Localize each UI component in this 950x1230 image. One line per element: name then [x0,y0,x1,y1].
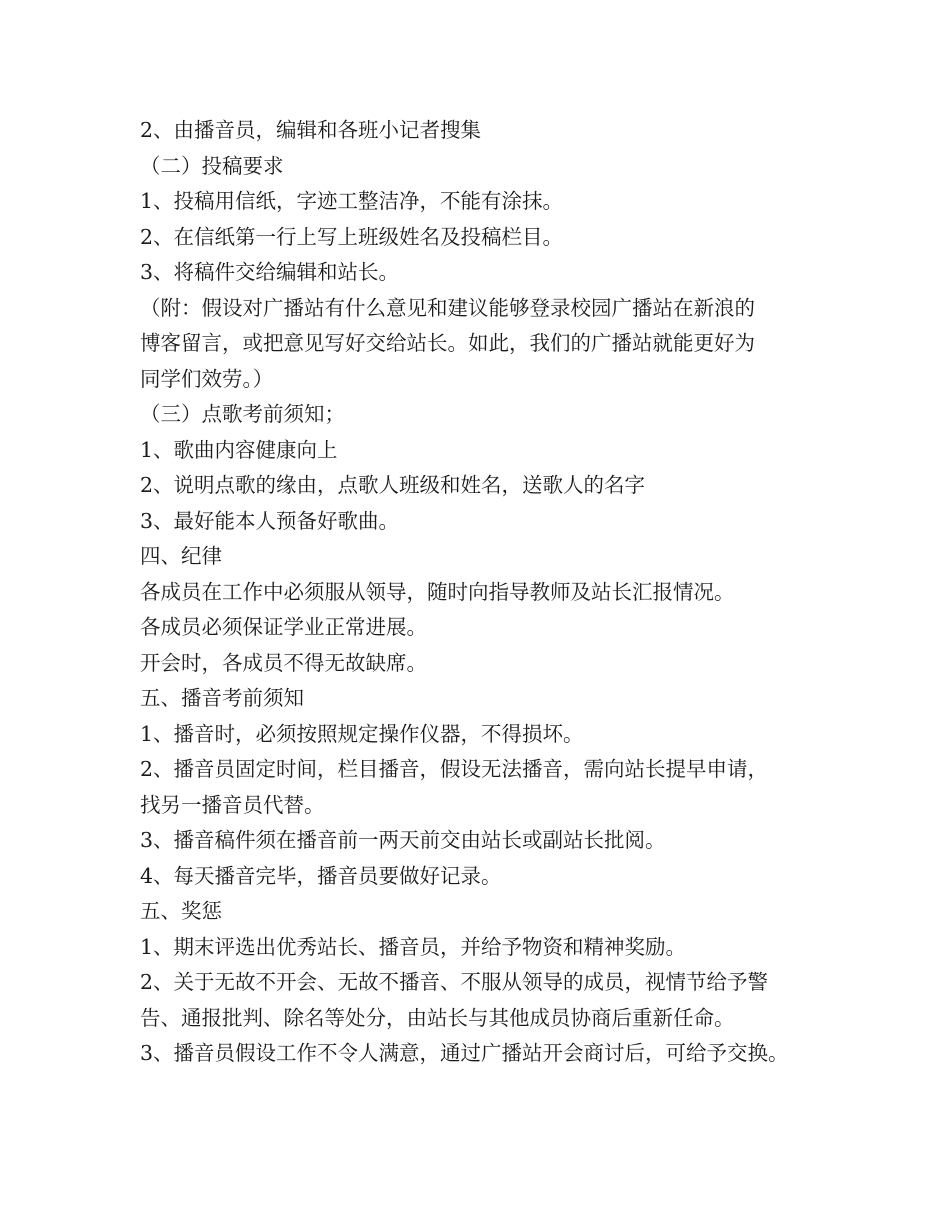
text-line: （附：假设对广播站有什么意见和建议能够登录校园广播站在新浪的 [140,295,755,320]
text-line: 2、在信纸第一行上写上班级姓名及投稿栏目。 [140,224,564,249]
text-line: 1、播音时，必须按照规定操作仪器，不得损坏。 [140,721,584,746]
text-line: 4、每天播音完毕，播音员要做好记录。 [140,863,502,888]
text-line: 各成员必须保证学业正常进展。 [140,615,427,639]
text-line: 1、投稿用信纸，字迹工整洁净，不能有涂抹。 [140,189,564,213]
section-heading: 四、纪律 [140,544,222,568]
text-line: 2、播音员固定时间，栏目播音，假设无法播音，需向站长提早申请， [140,757,769,781]
text-line: 3、播音稿件须在播音前一两天前交由站长或副站长批阅。 [140,828,666,852]
text-line: 各成员在工作中必须服从领导，随时向指导教师及站长汇报情况。 [140,579,735,604]
text-line: 1、歌曲内容健康向上 [140,437,338,462]
text-line: 1、期末评选出优秀站长、播音员，并给予物资和精神奖励。 [140,934,687,959]
text-line: 3、播音员假设工作不令人满意，通过广播站开会商讨后，可给予交换。 [140,1041,789,1065]
text-line: 2、说明点歌的缘由，点歌人班级和姓名，送歌人的名字 [140,473,646,497]
text-line: 2、由播音员，编辑和各班小记者搜集 [140,118,482,142]
text-line: 告、通报批判、除名等处分，由站长与其他成员协商后重新任命。 [140,1005,735,1030]
document-body [140,113,830,1072]
text-line: 博客留言，或把意见写好交给站长。如此，我们的广播站就能更好为 [140,331,755,355]
text-line: 2、关于无故不开会、无故不播音、不服从领导的成员，视情节给予警 [140,970,769,994]
text-line: 开会时，各成员不得无故缺席。 [140,650,427,675]
text-line: 3、最好能本人预备好歌曲。 [140,508,400,533]
text-line: 找另一播音员代替。 [140,792,325,817]
section-heading: 五、播音考前须知 [140,686,304,710]
section-heading: （三）点歌考前须知； [140,402,345,426]
text-line: 同学们效劳。） [140,366,274,391]
section-heading: （二）投稿要求 [140,153,284,178]
text-line: 3、将稿件交给编辑和站长。 [140,260,400,284]
section-heading: 五、奖惩 [140,899,222,923]
